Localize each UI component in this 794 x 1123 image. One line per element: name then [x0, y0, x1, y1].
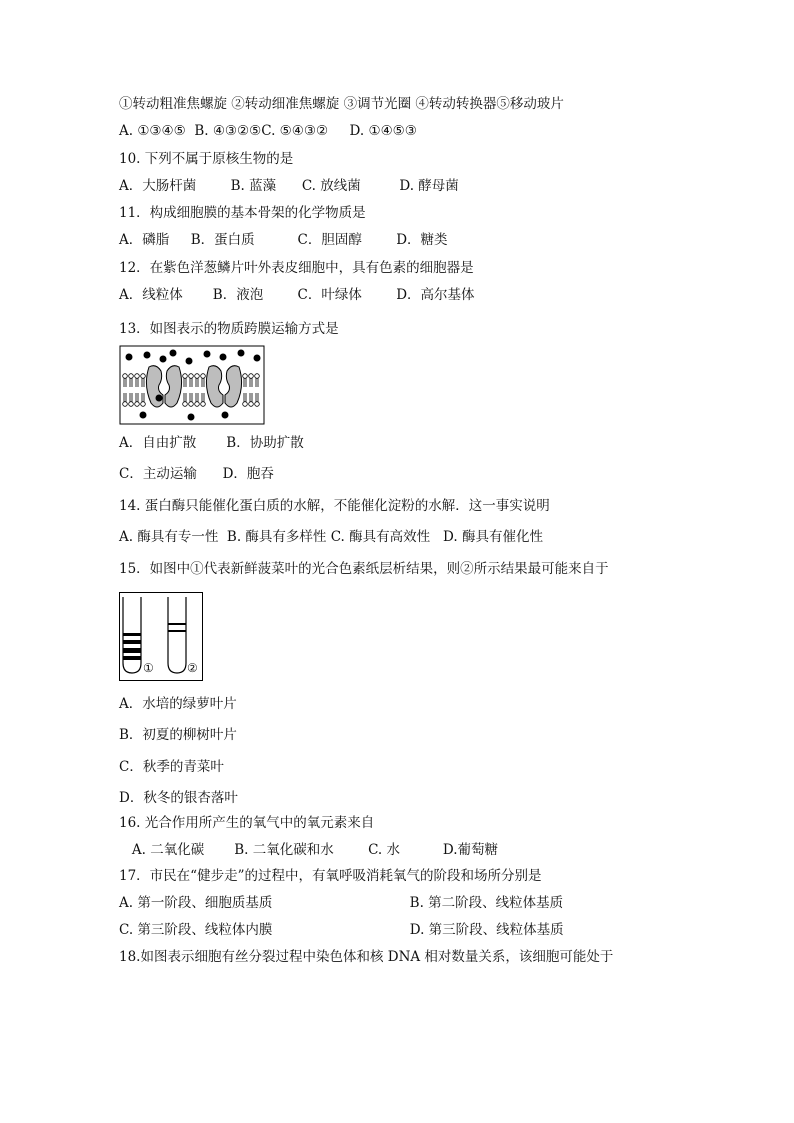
tube-1-label: ① — [143, 661, 154, 675]
q13-question: 13．如图表示的物质跨膜运输方式是 — [119, 321, 339, 337]
tube-1-pigment-bands — [123, 633, 141, 660]
q15-option-c: C．秋季的青菜叶 — [119, 759, 224, 775]
q9-options: A. ①③④⑤ B. ④③②⑤C. ⑤④③② D. ①④⑤③ — [119, 123, 417, 139]
q12-question: 12．在紫色洋葱鳞片叶外表皮细胞中，具有色素的细胞器是 — [119, 260, 474, 276]
q16-question: 16. 光合作用所产生的氧气中的氧元素来自 — [119, 815, 375, 831]
tube-2-pigment-bands — [168, 623, 186, 632]
q16-options: A. 二氧化碳 B. 二氧化碳和水 C. 水 D.葡萄糖 — [119, 842, 499, 858]
q17-options-ab: A. 第一阶段、细胞质基质 B. 第二阶段、线粒体基质 — [119, 895, 564, 911]
q15-option-d: D．秋冬的银杏落叶 — [119, 790, 238, 806]
q14-options: A. 酶具有专一性 B. 酶具有多样性 C. 酶具有高效性 D. 酶具有催化性 — [119, 529, 543, 545]
tube-2-label: ② — [187, 661, 198, 675]
q17-options-cd: C. 第三阶段、线粒体内膜 D. 第三阶段、线粒体基质 — [119, 922, 564, 938]
q13-options-cd: C．主动运输 D．胞吞 — [119, 466, 274, 482]
chromatography-figure — [119, 592, 203, 681]
q11-question: 11．构成细胞膜的基本骨架的化学物质是 — [119, 205, 366, 221]
q12-options: A．线粒体 B．液泡 C．叶绿体 D．高尔基体 — [119, 287, 475, 303]
q14-question: 14. 蛋白酶只能催化蛋白质的水解，不能催化淀粉的水解．这一事实说明 — [119, 498, 550, 514]
q10-question: 10. 下列不属于原核生物的是 — [119, 151, 294, 167]
q15-option-b: B．初夏的柳树叶片 — [119, 727, 237, 743]
q18-question: 18.如图表示细胞有丝分裂过程中染色体和核 DNA 相对数量关系，该细胞可能处于 — [119, 949, 614, 965]
q15-question: 15．如图中①代表新鲜菠菜叶的光合色素纸层析结果，则②所示结果最可能来自于 — [119, 561, 609, 577]
q13-options-ab: A．自由扩散 B．协助扩散 — [119, 435, 304, 451]
q10-options: A．大肠杆菌 B. 蓝藻 C. 放线菌 D. 酵母菌 — [119, 178, 459, 194]
q17-question: 17．市民在“健步走”的过程中，有氧呼吸消耗氧气的阶段和场所分别是 — [119, 868, 542, 884]
membrane-transport-figure — [119, 345, 265, 425]
tube-2-outline — [168, 597, 186, 673]
q9-steps-text: ①转动粗准焦螺旋 ②转动细准焦螺旋 ③调节光圈 ④转动转换器⑤移动玻片 — [119, 96, 564, 112]
q15-option-a: A．水培的绿萝叶片 — [119, 696, 237, 712]
q11-options: A．磷脂 B．蛋白质 C．胆固醇 D．糖类 — [119, 232, 448, 248]
